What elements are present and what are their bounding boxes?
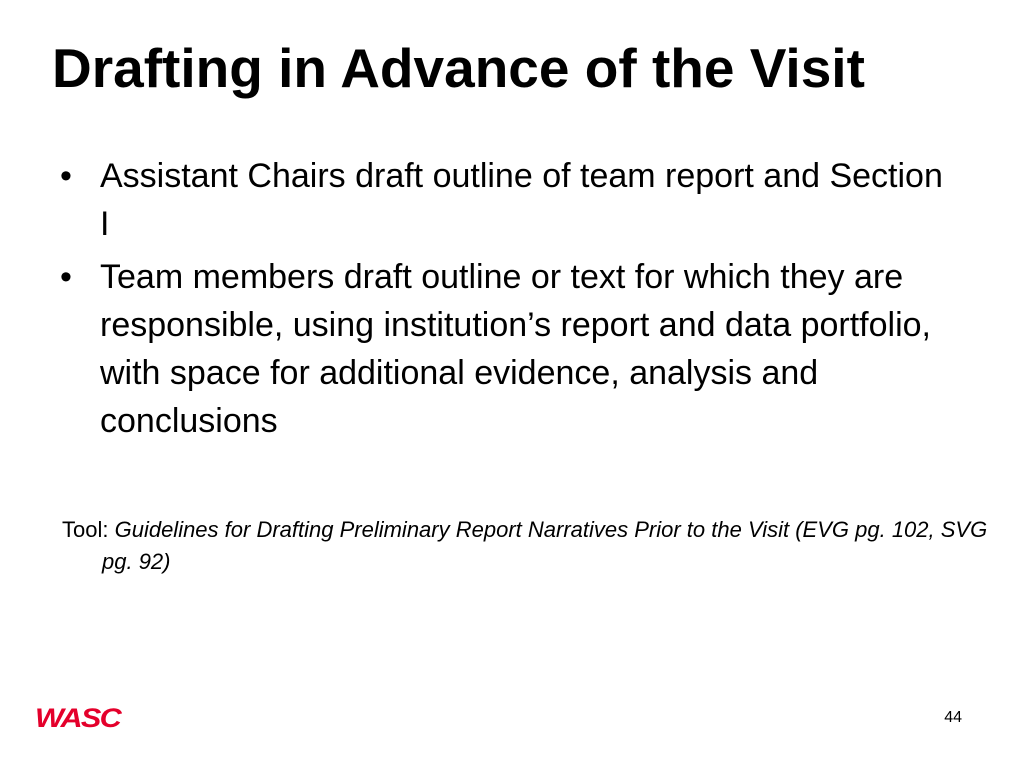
bullet-icon: • bbox=[60, 157, 72, 195]
tool-note bbox=[62, 514, 1002, 578]
bullet-list bbox=[60, 152, 960, 450]
slide-title: Drafting in Advance of the Visit bbox=[52, 37, 865, 99]
bullet-text: Team members draft outline or text for which they are responsible, using institution’s report and data portfolio, with space for additional evidence, analysis and conclusions bbox=[100, 258, 931, 440]
tool-title: Guidelines for Drafting Preliminary Report Narratives Prior to the Visit (EVG pg. 102, SVG pg. 92) bbox=[102, 517, 988, 574]
page-number: 44 bbox=[944, 709, 962, 726]
bullet-icon: • bbox=[60, 258, 72, 296]
bullet-item bbox=[60, 253, 960, 445]
wasc-logo bbox=[34, 701, 122, 733]
bullet-text: Assistant Chairs draft outline of team report and Section I bbox=[100, 157, 943, 243]
tool-label: Tool: bbox=[62, 517, 115, 542]
wasc-logo-text: WASC bbox=[35, 703, 122, 733]
bullet-item bbox=[60, 152, 960, 248]
